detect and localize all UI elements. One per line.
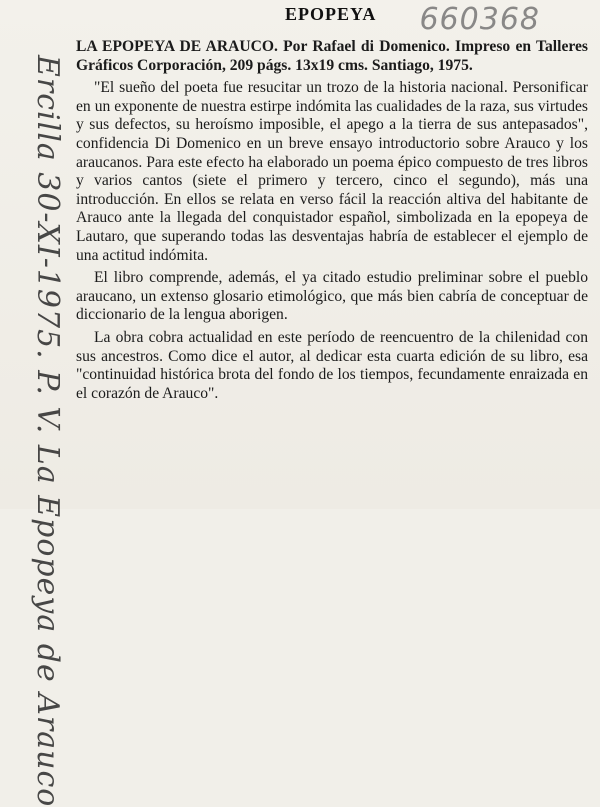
section-title: EPOPEYA — [285, 4, 377, 24]
article-paragraph: La obra cobra actualidad en este período de reencuentro de la chilenidad con sus ancestros. Como dice el autor, al dedicar esta cuarta edición de su libro, esa "continuidad histórica brota del fondo de los tiempos, fecundamente enraizada en el corazón de Arauco". — [76, 328, 588, 402]
article-paragraph: El libro comprende, además, el ya citado estudio preliminar sobre el pueblo araucano, un extenso glosario etimológico, que más bien cabría de conceptuar de diccionario de la lengua aborigen. — [76, 269, 588, 324]
article-headline: LA EPOPEYA DE ARAUCO. Por Rafael di Domenico. Impreso en Talleres Gráficos Corporación, 209 págs. 13x19 cms. Santiago, 1975. — [76, 38, 588, 74]
article-body — [76, 38, 588, 407]
handwritten-margin-note: Ercilla 30-XI-1975. P. V. La Epopeya de Arauco — [30, 55, 65, 807]
handwritten-catalog-number: 660368 — [419, 2, 540, 37]
article-paragraph: "El sueño del poeta fue resucitar un trozo de la historia nacional. Personificar en un exponente de nuestra estirpe indómita las cualidades de la raza, sus virtudes y sus defectos, su heroísmo imposible, el apego a la tierra de sus antepasados", confidencia Di Domenico en un breve ensayo introductorio sobre Arauco y los araucanos. Para este efecto ha elaborado un poema épico compuesto de tres libros y varios cantos (siete el primero y tercero, cinco el segundo), más una introducción. En ellos se relata en verso fácil la reacción altiva del habitante de Arauco ante la llegada del conquistador español, simbolizada en la epopeya de Lautaro, que superando todas las desventajas habría de establecer el ejemplo de una actitud indómita. — [76, 79, 588, 264]
